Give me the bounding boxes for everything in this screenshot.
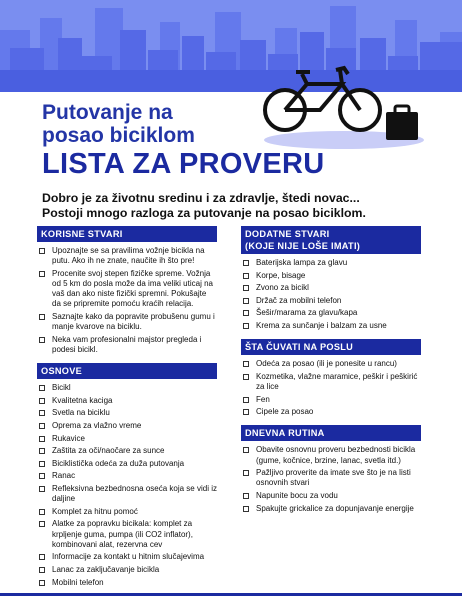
checklist-item: Upoznajte se sa pravilima vožnje bicikla na putu. Ako ih ne znate, naučite ih što pre! xyxy=(37,246,217,266)
checklist-item: Mobilni telefon xyxy=(37,578,217,588)
checklist-item: Oprema za vlažno vreme xyxy=(37,421,217,431)
right-column xyxy=(241,226,421,522)
section-heading: OSNOVE xyxy=(37,363,217,379)
checkbox-icon[interactable] xyxy=(39,448,45,454)
checkbox-icon[interactable] xyxy=(39,398,45,404)
checklist-item: Komplet za hitnu pomoć xyxy=(37,507,217,517)
checklist-item: Svetla na biciklu xyxy=(37,408,217,418)
checklist-item: Pažljivo proverite da imate sve što je na listi osnovnih stvari xyxy=(241,468,421,488)
checkbox-icon[interactable] xyxy=(243,506,249,512)
section-heading-line-1: DODATNE STVARI xyxy=(245,229,330,239)
checklist xyxy=(37,246,217,355)
section-heading xyxy=(241,226,421,254)
section-dodatne xyxy=(241,226,421,331)
checklist-item: Baterijska lampa za glavu xyxy=(241,258,421,268)
checkbox-icon[interactable] xyxy=(243,470,249,476)
checkbox-icon[interactable] xyxy=(243,298,249,304)
checkbox-icon[interactable] xyxy=(243,323,249,329)
section-rutina xyxy=(241,425,421,513)
checklist-item: Rukavice xyxy=(37,434,217,444)
section-heading: ŠTA ČUVATI NA POSLU xyxy=(241,339,421,355)
checklist xyxy=(241,258,421,331)
checklist-item: Napunite bocu za vodu xyxy=(241,491,421,501)
checklist-item: Kvalitetna kaciga xyxy=(37,396,217,406)
checkbox-icon[interactable] xyxy=(39,314,45,320)
checklist-item: Bicikl xyxy=(37,383,217,393)
checklist-item: Fen xyxy=(241,395,421,405)
checkbox-icon[interactable] xyxy=(39,567,45,573)
subtitle-line-1: Putovanje na xyxy=(42,101,173,124)
checklist-item: Kozmetika, vlažne maramice, peškir i peškirić za lice xyxy=(241,372,421,392)
checkbox-icon[interactable] xyxy=(39,385,45,391)
checklist-item: Biciklistička odeća za duža putovanja xyxy=(37,459,217,469)
checkbox-icon[interactable] xyxy=(243,493,249,499)
checkbox-icon[interactable] xyxy=(39,436,45,442)
checklist-item: Refleksivna bezbednosna oseća koja se vidi iz daljine xyxy=(37,484,217,504)
section-korisne xyxy=(37,226,217,355)
intro-line-1: Dobro je za životnu sredinu i za zdravlje, štedi novac... xyxy=(42,191,360,205)
section-heading-line-2: (KOJE NIJE LOŠE IMATI) xyxy=(245,241,361,251)
checkbox-icon[interactable] xyxy=(39,521,45,527)
checklist-item: Obavite osnovnu proveru bezbednosti bicikla (gume, kočnice, brzine, lanac, svetla itd.) xyxy=(241,445,421,465)
checkbox-icon[interactable] xyxy=(39,461,45,467)
checkbox-icon[interactable] xyxy=(243,374,249,380)
section-heading: KORISNE STVARI xyxy=(37,226,217,242)
checklist-item: Cipele za posao xyxy=(241,407,421,417)
checklist-item: Odeća za posao (ili je ponesite u rancu) xyxy=(241,359,421,369)
checkbox-icon[interactable] xyxy=(243,260,249,266)
checklist-item: Lanac za zaključavanje bicikla xyxy=(37,565,217,575)
checklist-item: Držač za mobilni telefon xyxy=(241,296,421,306)
checkbox-icon[interactable] xyxy=(39,509,45,515)
checklist-item: Zvono za bicikl xyxy=(241,283,421,293)
checkbox-icon[interactable] xyxy=(39,486,45,492)
subtitle-line-2: posao biciklom xyxy=(42,124,195,147)
checklist-item: Spakujte grickalice za dopunjavanje energije xyxy=(241,504,421,514)
checklist xyxy=(241,445,421,513)
checkbox-icon[interactable] xyxy=(39,248,45,254)
section-heading: DNEVNA RUTINA xyxy=(241,425,421,441)
briefcase-icon xyxy=(386,106,418,140)
left-column xyxy=(37,226,217,596)
checkbox-icon[interactable] xyxy=(243,285,249,291)
checkbox-icon[interactable] xyxy=(39,410,45,416)
bottom-rule xyxy=(0,593,462,596)
title-block xyxy=(42,101,372,180)
checkbox-icon[interactable] xyxy=(243,409,249,415)
checklist-item: Saznajte kako da popravite probušenu gumu i manje kvarove na biciklu. xyxy=(37,312,217,332)
checkbox-icon[interactable] xyxy=(39,271,45,277)
section-osnove xyxy=(37,363,217,588)
checkbox-icon[interactable] xyxy=(243,397,249,403)
checklist xyxy=(241,359,421,417)
checkbox-icon[interactable] xyxy=(243,310,249,316)
checkbox-icon[interactable] xyxy=(39,337,45,343)
checkbox-icon[interactable] xyxy=(39,554,45,560)
checkbox-icon[interactable] xyxy=(39,423,45,429)
page-title: LISTA ZA PROVERU xyxy=(42,148,325,180)
checklist-item: Zaštita za oči/naočare za sunce xyxy=(37,446,217,456)
checklist-item: Korpe, bisage xyxy=(241,271,421,281)
checklist-item: Neka vam profesionalni majstor pregleda i podesi bicikl. xyxy=(37,335,217,355)
checkbox-icon[interactable] xyxy=(243,361,249,367)
section-cuvati xyxy=(241,339,421,417)
checklist xyxy=(37,383,217,588)
intro-text xyxy=(42,191,432,221)
checkbox-icon[interactable] xyxy=(39,580,45,586)
checkbox-icon[interactable] xyxy=(243,273,249,279)
intro-line-2: Postoji mnogo razloga za putovanje na posao biciklom. xyxy=(42,206,366,220)
checklist-item: Alatke za popravku bicikala: komplet za krpljenje guma, pumpa (ili CO2 inflator), kombinovani alat, rezervna cev xyxy=(37,519,217,550)
checkbox-icon[interactable] xyxy=(39,473,45,479)
checklist-item: Procenite svoj stepen fizičke spreme. Vožnja od 5 km do posla može da ima veliki uticaj na vaš dan ako niste fizički spremni. Pokušajte da se pripremite pomoću kraćih relacija. xyxy=(37,269,217,310)
checklist-item: Informacije za kontakt u hitnim slučajevima xyxy=(37,552,217,562)
checklist-item: Šešir/marama za glavu/kapa xyxy=(241,308,421,318)
checklist-item: Ranac xyxy=(37,471,217,481)
checklist-item: Krema za sunčanje i balzam za usne xyxy=(241,321,421,331)
checkbox-icon[interactable] xyxy=(243,447,249,453)
